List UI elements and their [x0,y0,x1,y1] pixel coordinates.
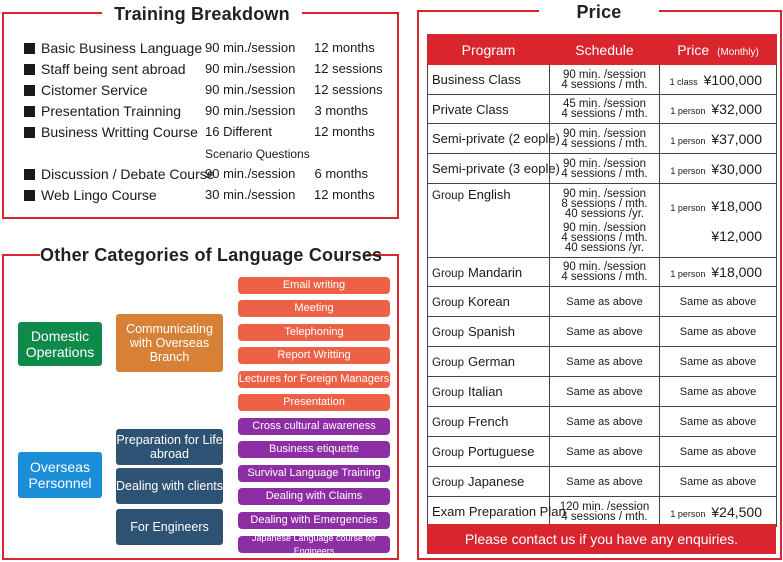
group-prefix: Group [432,417,464,429]
table-row [428,287,777,317]
schedule-line: 4 sessions / mth. [561,231,648,244]
course-name: Business Writting Course [41,124,198,140]
other-categories-title: Other Categories of Language Courses [40,245,383,265]
program-name: Portuguese [467,444,535,459]
course-duration-note: Scenario Questions [205,147,310,161]
program-cell: Semi-private (3 eople) [428,154,550,184]
course-duration: 16 Different [205,124,272,139]
program-name: Mandarin [467,264,523,280]
bullet-square-icon [24,106,35,117]
course-item-purple: Business etiquette [238,441,390,458]
table-row [428,154,777,184]
table-row [428,467,777,497]
monthly-label: (Monthly) [717,46,759,58]
schedule-line: 8 sessions / mth. [561,197,648,210]
price-cell: Same as above [660,347,777,377]
course-item-purple: Survival Language Training [238,465,390,482]
bullet-square-icon [24,64,35,75]
price-cell [660,65,777,95]
training-breakdown-panel [2,4,399,219]
course-period: 12 sessions [314,61,383,76]
schedule-line: 4 sessions / mth. [561,510,648,523]
program-cell [428,467,550,497]
course-name: Cistomer Service [41,82,148,98]
schedule-line: 40 sessions /yr. [564,207,645,220]
price-unit: 1 person [670,508,706,519]
schedule-cell [550,124,660,154]
column-header-program: Program [428,35,550,65]
dealing-with-clients-box: Dealing with clients [116,468,223,504]
table-row [428,437,777,467]
overseas-personnel-box: Overseas Personnel [18,452,102,498]
bullet-square-icon [24,169,35,180]
course-name: Presentation Trainning [41,103,182,119]
price-cell [660,184,777,258]
table-row [428,258,777,287]
course-item-orange: Lectures for Foreign Managers [238,371,390,388]
training-breakdown-title: Training Breakdown [102,2,302,26]
program-cell: Private Class [428,95,550,124]
course-duration: 90 min./session [205,40,296,55]
course-period: 12 months [314,124,375,139]
schedule-line: 4 sessions / mth. [561,271,648,283]
course-duration: 90 min./session [205,103,296,118]
course-period: 6 months [314,166,368,181]
schedule-cell: Same as above [550,467,660,497]
for-engineers-box: For Engineers [116,509,223,545]
domestic-operations-box: Domestic Operations [18,322,102,366]
course-period: 12 months [314,187,375,202]
table-row [428,347,777,377]
schedule-cell [550,258,660,287]
program-cell [428,258,550,287]
price-unit: 1 person [670,202,706,213]
course-item-purple: Dealing with Claims [238,488,390,505]
course-item-orange: Telephoning [238,324,390,341]
course-name: Staff being sent abroad [41,61,186,77]
price-unit: 1 person [670,106,706,116]
table-row [428,65,777,95]
course-item-purple: Dealing with Emergencies [238,512,390,529]
course-name: Basic Business Language [41,40,203,56]
schedule-cell: Same as above [550,287,660,317]
program-cell [428,407,550,437]
price-title: Price [539,0,659,24]
price-cell [660,258,777,287]
program-cell [428,437,550,467]
schedule-line: 40 sessions /yr. [564,241,645,254]
price-cell: Same as above [660,467,777,497]
program-cell [428,347,550,377]
schedule-line: 4 sessions / mth. [561,108,648,120]
program-cell: Semi-private (2 eople) [428,124,550,154]
table-row [428,184,777,258]
schedule-cell: Same as above [550,347,660,377]
bullet-square-icon [24,43,35,54]
schedule-line: 4 sessions / mth. [561,78,648,91]
price-cell: Same as above [660,317,777,347]
contact-banner: Please contact us if you have any enquiries. [427,524,776,554]
price-panel [417,2,782,560]
group-prefix: Group [432,327,464,339]
schedule-line: 90 min. /session [562,68,647,81]
price-value: ¥32,000 [711,101,762,117]
course-duration: 90 min./session [205,61,296,76]
course-name: Web Lingo Course [41,187,157,203]
table-row [428,407,777,437]
program-name: French [467,414,509,429]
price-cell [660,497,777,527]
schedule-cell: Same as above [550,317,660,347]
price-value: ¥24,500 [711,503,762,520]
table-row [428,377,777,407]
bullet-square-icon [24,127,35,138]
program-name: Italian [467,384,503,399]
price-cell: Same as above [660,407,777,437]
program-name: German [467,354,515,369]
course-item-orange: Meeting [238,300,390,317]
preparation-life-abroad-box: Preparation for Life abroad [116,429,223,465]
other-categories-panel [2,245,399,560]
schedule-cell [550,497,660,527]
course-name: Discussion / Debate Course [41,166,215,182]
course-item-purple: Japanese Language course for Engineers [238,536,390,553]
price-cell [660,124,777,154]
schedule-cell [550,65,660,95]
price-value: ¥12,000 [711,227,762,244]
price-unit: 1 person [670,165,706,176]
price-cell: Same as above [660,437,777,467]
table-row [428,124,777,154]
schedule-cell: Same as above [550,377,660,407]
price-cell [660,95,777,124]
price-unit: 1 person [670,269,706,279]
schedule-line: 90 min. /session [562,127,647,140]
program-cell [428,317,550,347]
schedule-cell: Same as above [550,407,660,437]
program-name: English [467,187,511,202]
group-prefix: Group [432,477,464,489]
schedule-line: 90 min. /session [562,187,647,200]
price-header-label: Price [677,41,710,58]
schedule-line: 4 sessions / mth. [561,137,648,150]
price-value: ¥18,000 [711,197,762,214]
price-cell: Same as above [660,287,777,317]
course-duration: 90 min./session [205,166,296,181]
course-item-orange: Presentation [238,394,390,411]
schedule-cell [550,95,660,124]
course-duration: 30 min./session [205,187,296,202]
program-cell [428,377,550,407]
column-header-schedule: Schedule [550,35,660,65]
price-value: ¥37,000 [711,130,762,147]
group-prefix: Group [432,297,464,309]
course-period: 12 sessions [314,82,383,97]
schedule-cell [550,184,660,258]
program-name: Japanese [467,474,525,489]
schedule-cell: Same as above [550,437,660,467]
schedule-line: 4 sessions / mth. [561,167,648,180]
schedule-line: 120 min. /session [559,500,650,513]
bullet-square-icon [24,85,35,96]
program-cell: Exam Preparation Plan [428,497,550,527]
group-prefix: Group [432,357,464,369]
table-row [428,95,777,124]
price-value: ¥30,000 [711,160,762,177]
program-name: Spanish [467,324,515,339]
communicating-overseas-branch-box: Communicating with Overseas Branch [116,314,223,372]
course-period: 12 months [314,40,375,55]
schedule-line: 90 min. /session [562,261,647,273]
course-item-orange: Report Writting [238,347,390,364]
price-value: ¥100,000 [703,71,762,88]
group-prefix: Group [432,267,464,280]
program-name: Korean [467,294,510,309]
course-duration: 90 min./session [205,82,296,97]
price-value: ¥18,000 [711,264,762,280]
price-cell [660,154,777,184]
price-table [427,34,777,527]
table-header-row [428,35,777,65]
course-period: 3 months [314,103,368,118]
price-cell: Same as above [660,377,777,407]
schedule-line: 90 min. /session [562,157,647,170]
group-prefix: Group [432,447,464,459]
program-cell [428,287,550,317]
course-item-orange: Email writing [238,277,390,294]
schedule-line: 90 min. /session [562,221,647,234]
course-item-purple: Cross cultural awareness [238,418,390,435]
group-prefix: Group [432,190,464,202]
table-row [428,497,777,527]
schedule-line: 45 min. /session [562,98,647,110]
program-cell: Business Class [428,65,550,95]
price-unit: 1 class [669,76,698,87]
group-prefix: Group [432,387,464,399]
bullet-square-icon [24,190,35,201]
program-cell [428,184,550,258]
schedule-cell [550,154,660,184]
price-unit: 1 person [670,135,706,146]
table-row [428,317,777,347]
column-header-price [660,35,777,65]
